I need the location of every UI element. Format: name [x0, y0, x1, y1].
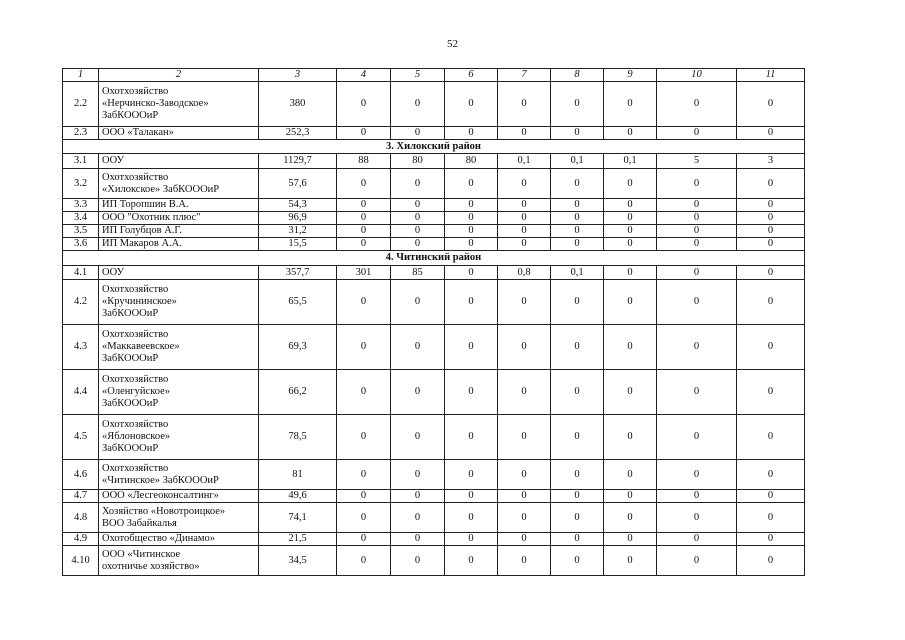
- value-cell: 0: [498, 238, 551, 251]
- value-cell: 66,2: [259, 370, 337, 415]
- row-number: 4.8: [63, 503, 99, 533]
- table-row: [63, 212, 805, 225]
- value-cell: 0: [445, 199, 498, 212]
- value-cell: 0: [604, 460, 657, 490]
- organization-name: ООО «Читинское охотничье хозяйство»: [99, 546, 259, 576]
- value-cell: 0: [737, 490, 805, 503]
- value-cell: 0: [551, 460, 604, 490]
- value-cell: 0: [498, 460, 551, 490]
- value-cell: 0: [445, 238, 498, 251]
- value-cell: 0: [604, 280, 657, 325]
- value-cell: 0: [445, 212, 498, 225]
- value-cell: 0: [445, 225, 498, 238]
- table-row: [63, 225, 805, 238]
- value-cell: 0: [391, 415, 445, 460]
- value-cell: 0: [737, 238, 805, 251]
- organization-name: ИП Торопшин В.А.: [99, 199, 259, 212]
- organization-name: Охотхозяйство «Кручининское» ЗабКОООиР: [99, 280, 259, 325]
- value-cell: 0: [551, 127, 604, 140]
- organization-name: Охотхозяйство «Читинское» ЗабКОООиР: [99, 460, 259, 490]
- value-cell: 0: [391, 127, 445, 140]
- column-header: 10: [657, 69, 737, 82]
- value-cell: 0: [391, 370, 445, 415]
- value-cell: 0: [445, 266, 498, 280]
- value-cell: 0: [391, 225, 445, 238]
- value-cell: 0: [498, 415, 551, 460]
- value-cell: 0: [498, 225, 551, 238]
- value-cell: 0: [445, 533, 498, 546]
- table-row: [63, 503, 805, 533]
- value-cell: 0: [551, 503, 604, 533]
- value-cell: 380: [259, 82, 337, 127]
- value-cell: 0: [445, 127, 498, 140]
- value-cell: 0: [337, 212, 391, 225]
- value-cell: 0: [604, 533, 657, 546]
- value-cell: 0: [337, 415, 391, 460]
- value-cell: 0: [337, 169, 391, 199]
- value-cell: 0: [445, 325, 498, 370]
- value-cell: 0: [604, 169, 657, 199]
- table-row: [63, 533, 805, 546]
- row-number: 4.4: [63, 370, 99, 415]
- value-cell: 31,2: [259, 225, 337, 238]
- value-cell: 0: [337, 82, 391, 127]
- value-cell: 0: [391, 490, 445, 503]
- value-cell: 0: [737, 82, 805, 127]
- value-cell: 0: [391, 546, 445, 576]
- organization-name: ООУ: [99, 154, 259, 169]
- row-number: 3.3: [63, 199, 99, 212]
- value-cell: 0: [498, 169, 551, 199]
- column-header: 6: [445, 69, 498, 82]
- value-cell: 0: [445, 546, 498, 576]
- value-cell: 21,5: [259, 533, 337, 546]
- value-cell: 301: [337, 266, 391, 280]
- column-header: 4: [337, 69, 391, 82]
- value-cell: 81: [259, 460, 337, 490]
- value-cell: 0: [337, 199, 391, 212]
- column-header: 5: [391, 69, 445, 82]
- value-cell: 0: [337, 490, 391, 503]
- value-cell: 0: [604, 503, 657, 533]
- value-cell: 88: [337, 154, 391, 169]
- value-cell: 3: [737, 154, 805, 169]
- column-header: 7: [498, 69, 551, 82]
- value-cell: 0: [445, 490, 498, 503]
- row-number: 4.1: [63, 266, 99, 280]
- column-header: 11: [737, 69, 805, 82]
- value-cell: 34,5: [259, 546, 337, 576]
- value-cell: 0: [551, 199, 604, 212]
- value-cell: 0,8: [498, 266, 551, 280]
- value-cell: 80: [445, 154, 498, 169]
- value-cell: 0: [337, 533, 391, 546]
- organization-name: Охотхозяйство «Яблоновское» ЗабКОООиР: [99, 415, 259, 460]
- value-cell: 0: [604, 212, 657, 225]
- value-cell: 0: [337, 546, 391, 576]
- value-cell: 0: [737, 280, 805, 325]
- value-cell: 0: [737, 169, 805, 199]
- column-header: 1: [63, 69, 99, 82]
- row-number: 3.4: [63, 212, 99, 225]
- organization-name: ИП Голубцов А.Г.: [99, 225, 259, 238]
- value-cell: 0: [604, 325, 657, 370]
- value-cell: 0: [657, 82, 737, 127]
- value-cell: 0: [657, 280, 737, 325]
- value-cell: 0: [337, 503, 391, 533]
- row-number: 3.5: [63, 225, 99, 238]
- value-cell: 0: [391, 238, 445, 251]
- value-cell: 54,3: [259, 199, 337, 212]
- value-cell: 0: [498, 503, 551, 533]
- value-cell: 0: [551, 325, 604, 370]
- value-cell: 69,3: [259, 325, 337, 370]
- value-cell: 0: [604, 225, 657, 238]
- row-number: 4.7: [63, 490, 99, 503]
- column-header: 3: [259, 69, 337, 82]
- value-cell: 0: [391, 199, 445, 212]
- value-cell: 0: [657, 266, 737, 280]
- value-cell: 252,3: [259, 127, 337, 140]
- value-cell: 0: [498, 127, 551, 140]
- value-cell: 0: [337, 238, 391, 251]
- value-cell: 0: [445, 370, 498, 415]
- value-cell: 0: [657, 370, 737, 415]
- value-cell: 0: [657, 212, 737, 225]
- value-cell: 0: [445, 169, 498, 199]
- row-number: 4.3: [63, 325, 99, 370]
- table-row: [63, 370, 805, 415]
- value-cell: 0: [604, 238, 657, 251]
- value-cell: 0: [337, 370, 391, 415]
- value-cell: 0: [498, 533, 551, 546]
- table-row: [63, 325, 805, 370]
- value-cell: 0: [657, 225, 737, 238]
- value-cell: 0: [737, 212, 805, 225]
- value-cell: 0: [737, 503, 805, 533]
- table-row: [63, 238, 805, 251]
- value-cell: 0: [498, 325, 551, 370]
- column-header: 8: [551, 69, 604, 82]
- value-cell: 0: [498, 490, 551, 503]
- row-number: 2.3: [63, 127, 99, 140]
- value-cell: 0: [391, 82, 445, 127]
- value-cell: 0: [391, 280, 445, 325]
- value-cell: 0: [498, 212, 551, 225]
- value-cell: 0: [337, 127, 391, 140]
- value-cell: 0: [657, 238, 737, 251]
- column-header: 2: [99, 69, 259, 82]
- organization-name: Охотхозяйство «Маккавеевское» ЗабКОООиР: [99, 325, 259, 370]
- value-cell: 0: [551, 82, 604, 127]
- table-row: [63, 266, 805, 280]
- value-cell: 0: [337, 225, 391, 238]
- section-header-row: [63, 140, 805, 154]
- value-cell: 0: [551, 490, 604, 503]
- value-cell: 0: [498, 370, 551, 415]
- value-cell: 0: [604, 127, 657, 140]
- value-cell: 0: [391, 503, 445, 533]
- organization-name: Охотхозяйство «Нерчинско-Заводское» ЗабКОООиР: [99, 82, 259, 127]
- value-cell: 0: [737, 199, 805, 212]
- value-cell: 0,1: [551, 154, 604, 169]
- row-number: 3.2: [63, 169, 99, 199]
- organization-name: Охотхозяйство «Хилокское» ЗабКОООиР: [99, 169, 259, 199]
- data-table: [62, 68, 805, 576]
- value-cell: 85: [391, 266, 445, 280]
- value-cell: 0: [551, 238, 604, 251]
- page-number: 52: [447, 38, 458, 50]
- organization-name: Охотхозяйство «Оленгуйское» ЗабКОООиР: [99, 370, 259, 415]
- table-row: [63, 415, 805, 460]
- value-cell: 0: [657, 546, 737, 576]
- value-cell: 0: [604, 199, 657, 212]
- value-cell: 0: [391, 533, 445, 546]
- column-header: 9: [604, 69, 657, 82]
- value-cell: 0: [737, 325, 805, 370]
- value-cell: 0: [604, 546, 657, 576]
- value-cell: 0: [445, 415, 498, 460]
- value-cell: 0: [657, 127, 737, 140]
- table-row: [63, 546, 805, 576]
- section-title: 4. Читинский район: [63, 251, 805, 266]
- value-cell: 15,5: [259, 238, 337, 251]
- row-number: 4.9: [63, 533, 99, 546]
- value-cell: 0: [657, 325, 737, 370]
- table-row: [63, 280, 805, 325]
- value-cell: 57,6: [259, 169, 337, 199]
- organization-name: ИП Макаров А.А.: [99, 238, 259, 251]
- row-number: 4.10: [63, 546, 99, 576]
- table-row: [63, 169, 805, 199]
- value-cell: 0: [657, 169, 737, 199]
- value-cell: 0: [657, 199, 737, 212]
- table-row: [63, 127, 805, 140]
- value-cell: 0: [337, 325, 391, 370]
- value-cell: 49,6: [259, 490, 337, 503]
- column-header-row: [63, 69, 805, 82]
- value-cell: 0: [498, 280, 551, 325]
- value-cell: 357,7: [259, 266, 337, 280]
- table-row: [63, 490, 805, 503]
- section-title: 3. Хилокский район: [63, 140, 805, 154]
- value-cell: 0: [604, 266, 657, 280]
- value-cell: 0: [498, 199, 551, 212]
- value-cell: 0: [337, 460, 391, 490]
- value-cell: 0: [604, 415, 657, 460]
- value-cell: 0: [551, 225, 604, 238]
- organization-name: Охотобщество «Динамо»: [99, 533, 259, 546]
- value-cell: 0: [657, 415, 737, 460]
- value-cell: 0: [551, 370, 604, 415]
- row-number: 3.6: [63, 238, 99, 251]
- organization-name: ООО «Лесгеоконсалтинг»: [99, 490, 259, 503]
- value-cell: 1129,7: [259, 154, 337, 169]
- row-number: 4.5: [63, 415, 99, 460]
- value-cell: 0: [604, 82, 657, 127]
- value-cell: 0: [551, 280, 604, 325]
- value-cell: 74,1: [259, 503, 337, 533]
- value-cell: 0: [391, 169, 445, 199]
- row-number: 4.2: [63, 280, 99, 325]
- value-cell: 0: [551, 415, 604, 460]
- value-cell: 0: [737, 127, 805, 140]
- value-cell: 0: [551, 533, 604, 546]
- value-cell: 0: [604, 370, 657, 415]
- organization-name: ООО "Охотник плюс": [99, 212, 259, 225]
- value-cell: 0: [737, 266, 805, 280]
- value-cell: 96,9: [259, 212, 337, 225]
- value-cell: 0: [445, 503, 498, 533]
- value-cell: 0: [391, 212, 445, 225]
- table-row: [63, 82, 805, 127]
- value-cell: 5: [657, 154, 737, 169]
- organization-name: ООУ: [99, 266, 259, 280]
- value-cell: 0: [551, 169, 604, 199]
- value-cell: 0: [337, 280, 391, 325]
- table-row: [63, 154, 805, 169]
- value-cell: 0: [445, 82, 498, 127]
- value-cell: 0: [737, 533, 805, 546]
- value-cell: 0,1: [604, 154, 657, 169]
- value-cell: 0: [737, 370, 805, 415]
- value-cell: 0: [657, 460, 737, 490]
- value-cell: 0: [737, 460, 805, 490]
- value-cell: 0: [604, 490, 657, 503]
- value-cell: 0: [657, 533, 737, 546]
- value-cell: 0: [737, 225, 805, 238]
- row-number: 4.6: [63, 460, 99, 490]
- table-row: [63, 199, 805, 212]
- value-cell: 0,1: [498, 154, 551, 169]
- organization-name: Хозяйство «Новотроицкое» ВОО Забайкалья: [99, 503, 259, 533]
- value-cell: 0: [498, 82, 551, 127]
- value-cell: 0,1: [551, 266, 604, 280]
- value-cell: 0: [657, 503, 737, 533]
- value-cell: 65,5: [259, 280, 337, 325]
- section-header-row: [63, 251, 805, 266]
- value-cell: 0: [498, 546, 551, 576]
- value-cell: 0: [445, 280, 498, 325]
- value-cell: 0: [737, 415, 805, 460]
- value-cell: 0: [445, 460, 498, 490]
- value-cell: 0: [657, 490, 737, 503]
- table-row: [63, 460, 805, 490]
- row-number: 2.2: [63, 82, 99, 127]
- value-cell: 0: [391, 325, 445, 370]
- organization-name: ООО «Талакан»: [99, 127, 259, 140]
- value-cell: 78,5: [259, 415, 337, 460]
- value-cell: 0: [551, 546, 604, 576]
- value-cell: 80: [391, 154, 445, 169]
- value-cell: 0: [551, 212, 604, 225]
- value-cell: 0: [391, 460, 445, 490]
- value-cell: 0: [737, 546, 805, 576]
- row-number: 3.1: [63, 154, 99, 169]
